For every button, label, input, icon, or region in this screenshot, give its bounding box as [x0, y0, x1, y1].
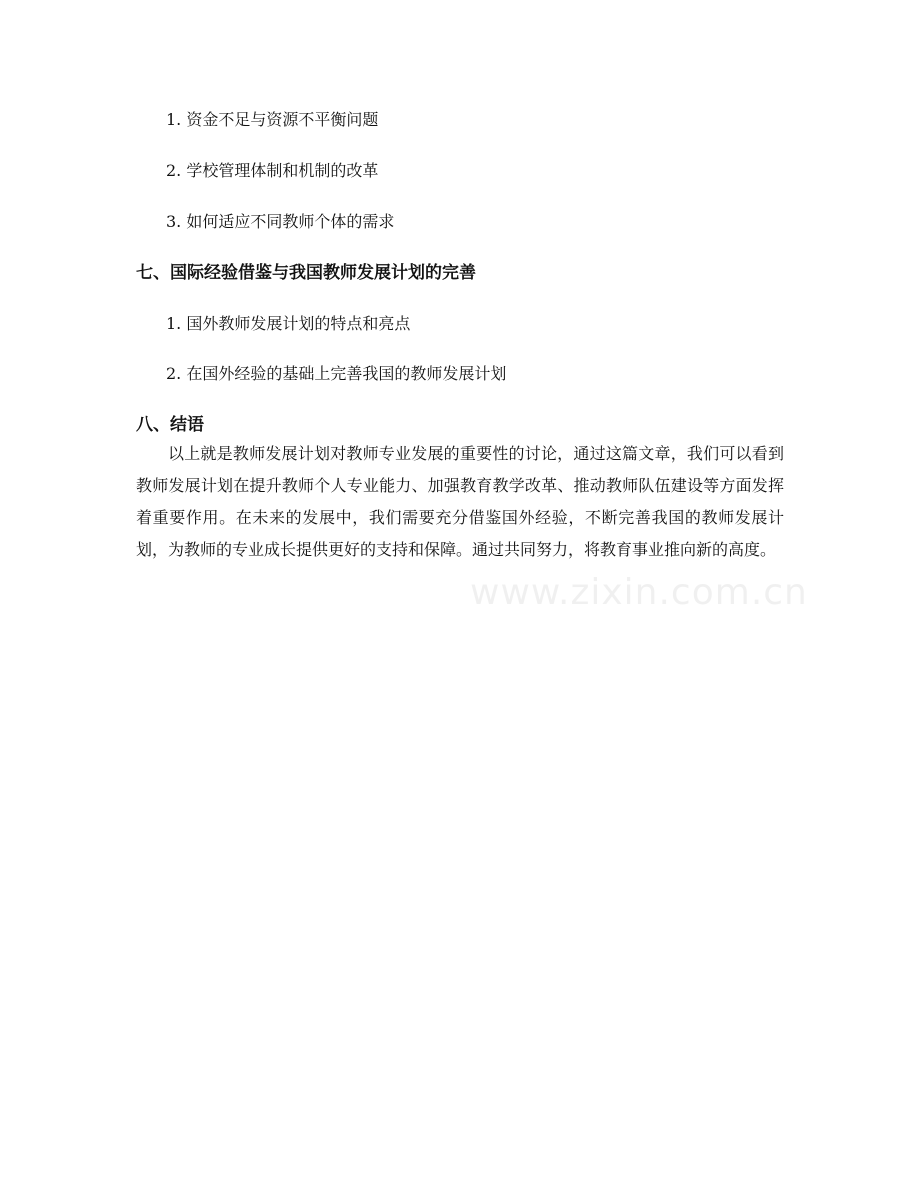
conclusion-paragraph: 以上就是教师发展计划对教师专业发展的重要性的讨论，通过这篇文章，我们可以看到教师发展计划在提升教师个人专业能力、加强教育教学改革、推动教师队伍建设等方面发挥着重要作用。在未来的发展中，我们需要充分借鉴国外经验，不断完善我国的教师发展计划，为教师的专业成长提供更好的支持和保障。通过共同努力，将教育事业推向新的高度。 [136, 444, 784, 559]
list-item: 2. 学校管理体制和机制的改革 [166, 161, 379, 180]
section-heading: 八、结语 [136, 415, 204, 435]
list-item: 2. 在国外经验的基础上完善我国的教师发展计划 [166, 364, 507, 383]
list-item: 3. 如何适应不同教师个体的需求 [166, 212, 395, 231]
watermark: www.zixin.com.cn [470, 572, 808, 613]
list-item: 1. 资金不足与资源不平衡问题 [166, 110, 379, 129]
section-heading: 七、国际经验借鉴与我国教师发展计划的完善 [136, 263, 476, 283]
list-item: 1. 国外教师发展计划的特点和亮点 [166, 314, 411, 333]
